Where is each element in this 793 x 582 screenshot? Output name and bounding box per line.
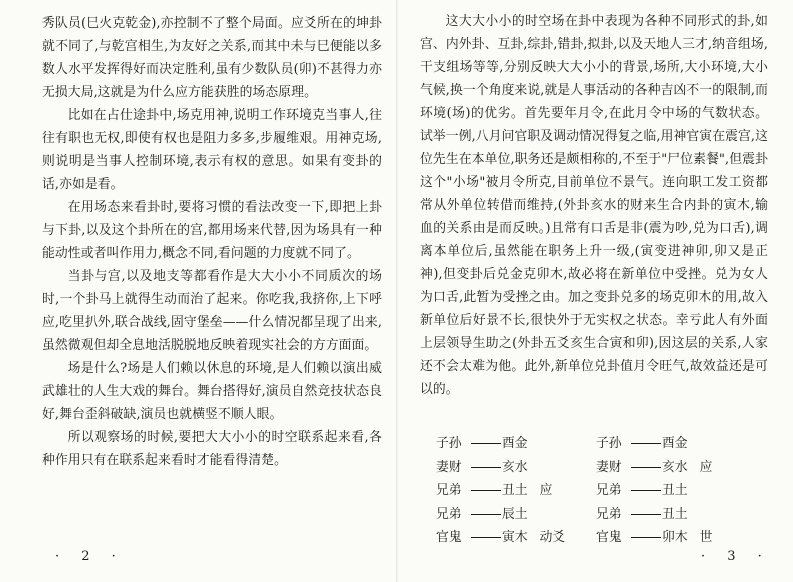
dash bbox=[631, 490, 661, 491]
changed-hexagram-line: 官鬼 卯木 世 bbox=[596, 530, 713, 545]
dash bbox=[471, 467, 501, 468]
paragraph: 在用场态来看卦时,要将习惯的看法改变一下,即把上卦与下卦,以及这个卦所在的宫,都用场来代替,因为场具有一种能动性或者叫作用力,概念不同,看问题的力度就不同了。 bbox=[42, 200, 382, 261]
right-page-body bbox=[420, 10, 768, 401]
right-page bbox=[398, 0, 793, 582]
changed-hexagram-line: 妻财 亥水 应 bbox=[596, 459, 713, 475]
dash bbox=[471, 514, 501, 515]
changed-hexagram-line: 兄弟 丑土 bbox=[596, 506, 688, 522]
paragraph: 比如在占仕途卦中,场克用神,说明工作环境克当事人,往往有职也无权,即使有权也是阻力多多,步履维艰。用神克场,则说明是当事人控制环境,表示有权的意思。如果有变卦的话,亦如是看。 bbox=[42, 108, 382, 192]
dash bbox=[631, 514, 661, 515]
dash bbox=[471, 443, 501, 444]
page-number: · 2 · bbox=[55, 549, 125, 564]
paragraph: 场是什么?场是人们赖以休息的环境,是人们赖以演出威武雄壮的人生大戏的舞台。舞台搭得好,演员自然竞技状态良好,舞台歪斜破缺,演员也就横竖不顺人眼。 bbox=[42, 361, 382, 422]
hexagram-row bbox=[436, 503, 756, 527]
original-hexagram-line: 子孙 酉金 bbox=[436, 436, 528, 451]
hexagram-table bbox=[436, 432, 756, 550]
original-hexagram-line: 官鬼 寅木 动爻 bbox=[436, 530, 566, 545]
dash bbox=[471, 537, 501, 538]
hexagram-row bbox=[436, 456, 756, 480]
paragraph: 秀队员(巳火克乾金),亦控制不了整个局面。应爻所在的坤卦就不同了,与乾宫相生,为友好之关系,而其中未与巳便能以多数人水平发挥得好而决定胜利,虽有少数队员(卯)不甚得力亦无损大局,这就是为什么应方能获胜的场态原理。 bbox=[42, 16, 382, 100]
hexagram-row bbox=[436, 526, 756, 550]
changed-hexagram-line: 子孙 酉金 bbox=[596, 436, 688, 451]
paragraph: 所以观察场的时候,要把大大小小的时空联系起来看,各种作用只有在联系起来看时才能看得清楚。 bbox=[42, 430, 382, 468]
hexagram-row bbox=[436, 432, 756, 456]
left-page bbox=[0, 0, 396, 582]
page-number: · 3 · bbox=[701, 549, 771, 564]
original-hexagram-line: 兄弟 辰土 bbox=[436, 506, 528, 522]
hexagram-row bbox=[436, 479, 756, 503]
paragraph: 当卦与宫,以及地支等都看作是大大小小不同质次的场时,一个卦马上就得生动而治了起来。你吃我,我挤你,上下呼应,吃里扒外,联合战线,固守堡垒——什么情况都呈现了出来,虽然微观但却全息地活脱脱地反映着现实社会的方方面面。 bbox=[42, 269, 382, 353]
changed-hexagram-line: 兄弟 丑土 bbox=[596, 483, 688, 498]
left-page-body bbox=[42, 12, 382, 472]
original-hexagram-line: 兄弟 丑土 应 bbox=[436, 483, 553, 498]
dash bbox=[631, 467, 661, 468]
dash bbox=[631, 443, 661, 444]
paragraph: 这大大小小的时空场在卦中表现为各种不同形式的卦,如宫、内外卦、互卦,综卦,错卦,拟卦,以及天地人三才,纳音组场,干支组场等等,分别反映大大小小的背景,场所,大小环境,大小气候,换一个角度来说,就是人事活动的各种吉凶不一的限制,而环境(场)的优劣。首先要年月令,在此月令中场的气数状态。试举一例,八月问官职及调动情况得复之临,用神官寅在震宫,这位先生在本单位,职务还是颇相称的,不至于"尸位素餐",但震卦这个"小场"被月令所克,目前单位不景气。连向职工发工资都常从外单位转借而维持,(外卦亥水的财来生合内卦的寅木,输血的关系由是而反映。)且常有口舌是非(震为吵,兑为口舌),调离本单位后,虽然能在职务上升一级,(寅变进神卯,卯又是正神),但变卦后兑金克卯木,故必将在新单位中受挫。兑为女人为口舌,此暂为受挫之由。加之变卦兑多的场克卯木的用,故入新单位后好景不长,很快外于无实权之状态。幸亏此人有外面上层领导生助之(外卦五爻亥生合寅和卯),因这层的关系,人家还不会太难为他。此外,新单位兑卦值月令旺气,故效益还是可以的。 bbox=[420, 14, 768, 397]
original-hexagram-line: 妻财 亥水 bbox=[436, 459, 528, 475]
dash bbox=[631, 537, 661, 538]
dash bbox=[471, 490, 501, 491]
